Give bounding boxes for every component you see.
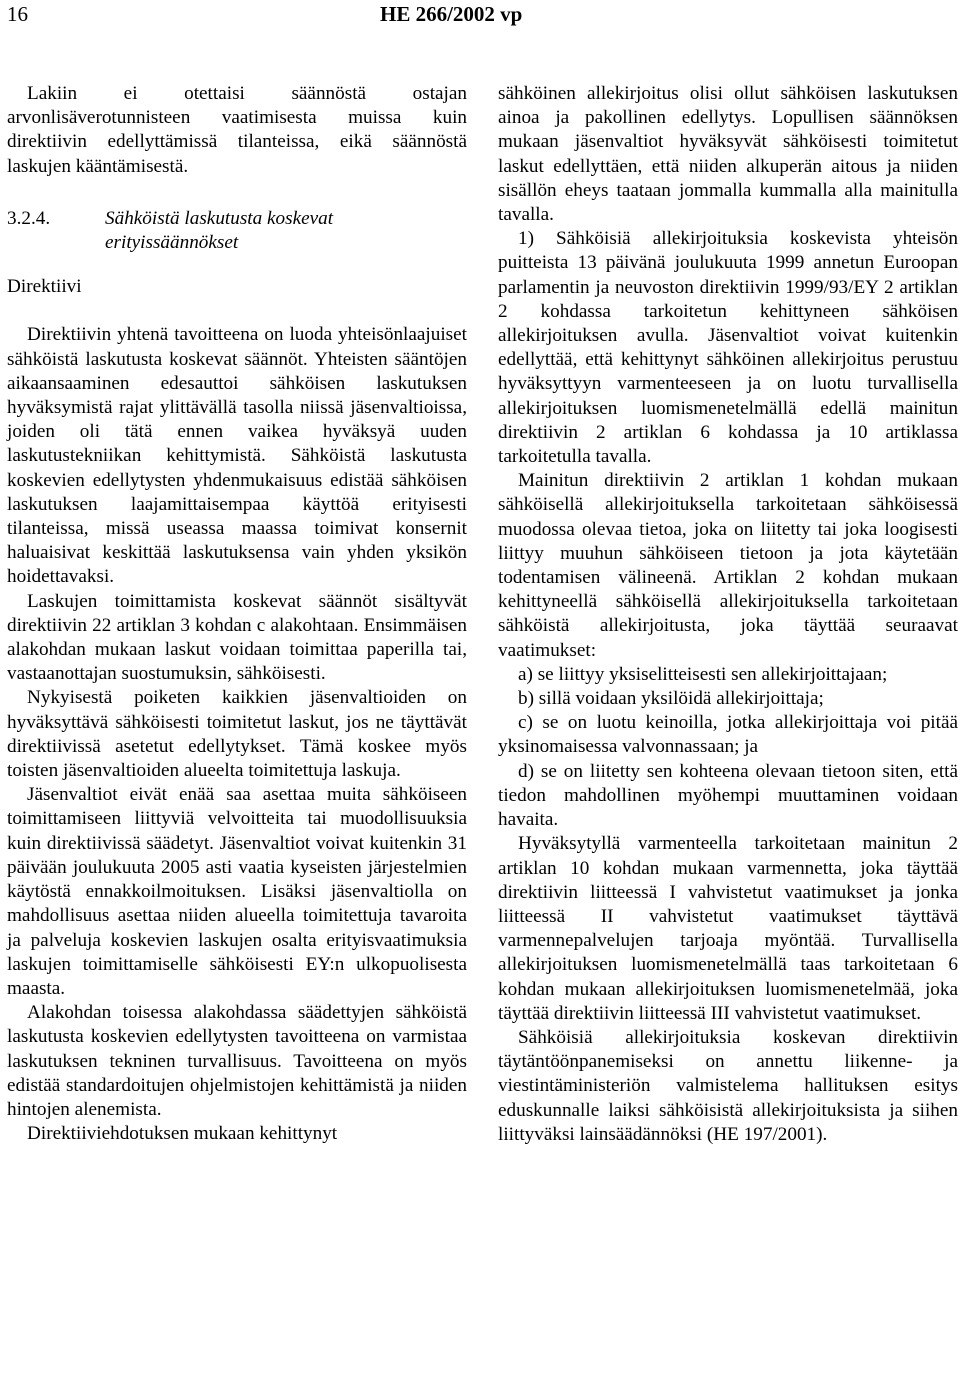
paragraph: Mainitun direktiivin 2 artiklan 1 kohdan mukaan sähköisellä allekirjoituksella tarkoitetaan sähköisessä muodossa olevaa tietoa, joka on liitetty tai joka loogisesti liittyy muuhun sähköiseen tietoon ja jota käytetään todentamisen välineenä. Artiklan 2 kohdan mukaan kehittyneellä sähköisellä allekirjoituksella tarkoitetaan sähköistä allekirjoitusta, joka täyttää seuraavat vaatimukset: <box>498 470 958 661</box>
list-item: a) se liittyy yksiselitteisesti sen allekirjoittajaan; <box>518 663 888 685</box>
right-column <box>498 82 958 1147</box>
document-id: HE 266/2002 vp <box>380 2 523 26</box>
paragraph: Jäsenvaltiot eivät enää saa asettaa muita sähköiseen toimittamiseen liittyviä velvoitteita tai muodollisuuksia kuin direktiivissä säädetyt. Jäsenvaltiot voivat kuitenkin 31 päivään joulukuuta 2005 asti vaatia kyseisten järjestelmien käytöstä ennakkoilmoituksen. Lisäksi jäsenvaltiolla on mahdollisuus asettaa niiden alueella toimitettuja tavaroita ja palveluja koskevien laskujen osalta erityisvaatimuksia laskujen toimittamiselle sähköisesti EY:n ulkopuolisesta maasta. <box>7 784 467 999</box>
list-item: c) se on luotu keinoilla, jotka allekirjoittaja voi pitää yksinomaisessa valvonnassaan; ja <box>498 712 958 758</box>
paragraph: Hyväksytyllä varmenteella tarkoitetaan mainitun 2 artiklan 10 kohdan mukaan varmennetta, joka täyttää direktiivin liitteessä I vahvistetut vaatimukset ja jonka liitteessä II vahvistetut vaatimukset täyttävä varmennepalvelujen tarjoaja myöntää. Turvallisella allekirjoituksen luomismenetelmällä taas tarkoitetaan 6 kohdan mukaan allekirjoituksen luomismenetelmää, joka täyttää direktiivin liitteessä III vahvistetut vaatimukset. <box>498 833 958 1024</box>
paragraph: Alakohdan toisessa alakohdassa säädettyjen sähköistä laskutusta koskevien edellytysten tavoitteena on varmistaa laskutuksen tekninen turvallisuus. Tavoitteena on myös edistää standardoitujen ohjelmistojen kehittämistä ja niiden hintojen alenemista. <box>7 1002 467 1120</box>
list-item: d) se on liitetty sen kohteena olevaan tietoon siten, että tiedon mahdollinen myöhempi muuttaminen voidaan havaita. <box>498 760 958 831</box>
section-heading <box>7 207 467 255</box>
paragraph: Laskujen toimittamista koskevat säännöt sisältyvät direktiivin 22 artiklan 3 kohdan c alakohtaan. Ensimmäisen alakohdan mukaan laskut voidaan toimittaa paperilla tai, vastaanottajan suostumuksin, sähköisesti. <box>7 590 467 685</box>
paragraph: Sähköisiä allekirjoituksia koskevan direktiivin täytäntöönpanemiseksi on annettu liikenne- ja viestintäministeriön valmistelema hallituksen esitys eduskunnalle laiksi sähköisistä allekirjoituksista ja siihen liittyväksi lainsäädännöksi (HE 197/2001). <box>498 1026 958 1145</box>
page-number: 16 <box>7 2 28 26</box>
paragraph: Direktiivin yhtenä tavoitteena on luoda yhteisönlaajuiset sähköistä laskutusta koskevat säännöt. Yhteisten sääntöjen aikaansaaminen edesauttoi sähköisen laskutuksen hyväksymistä rajat ylittävällä tasolla niissä jäsenvaltioissa, joiden oli tätä ennen vaikea hyväksyä uuden laskutustekniikan kehittymistä. Sähköistä laskutusta koskevien edellytysten yhdenmukaisuus edistää sähköisen laskutuksen laajamittaisempaa käyttöä erityisesti tilanteissa, missä useassa maassa toimivat konsernit haluaisivat keskittää laskutuksensa vain yhden yksikön hoidettavaksi. <box>7 324 467 588</box>
paragraph: Lakiin ei otettaisi säännöstä ostajan arvonlisäverotunnisteen vaatimisesta muissa kuin direktiivin edellyttämissä tilanteissa, eikä säännöstä laskujen kääntämisestä. <box>7 83 467 177</box>
paragraph: Nykyisestä poiketen kaikkien jäsenvaltioiden on hyväksyttävä sähköisesti toimitetut laskut, jos ne täyttävät direktiivissä asetetut edellytykset. Tämä koskee myös toisten jäsenvaltioiden alueelta toimitettuja laskuja. <box>7 687 467 782</box>
paragraph: 1) Sähköisiä allekirjoituksia koskevista yhteisön puitteista 13 päivänä joulukuuta 1999 annetun Euroopan parlamentin ja neuvoston direktiivin 1999/93/EY 2 artiklan 2 kohdassa tarkoitetun kehittyneen sähköisen allekirjoituksen avulla. Jäsenvaltiot voivat kuitenkin edellyttää, että kehittynyt sähköinen allekirjoitus perustuu hyväksyttyyn varmenteeseen ja on luotu turvallisella allekirjoituksen luomismenetelmällä edellä mainitun direktiivin 2 artiklan 6 kohdassa ja 10 artiklassa tarkoitetulla tavalla. <box>498 228 958 468</box>
section-number: 3.2.4. <box>7 207 51 229</box>
subheading: Direktiivi <box>7 276 82 298</box>
list-item: b) sillä voidaan yksilöidä allekirjoittaja; <box>518 688 824 710</box>
paragraph: Direktiiviehdotuksen mukaan kehittynyt <box>27 1123 338 1145</box>
section-title: Sähköistä laskutusta koskevat erityissäännökset <box>105 207 334 254</box>
paragraph: sähköinen allekirjoitus olisi ollut sähköisen laskutuksen ainoa ja pakollinen edellytys. Lopullisen säännöksen mukaan jäsenvaltiot hyväksyvät sähköisesti toimitetut laskut edellyttäen, että niiden alkuperän aitous ja niiden sisällön eheys taataan jommalla kummalla alla mainitulla tavalla. <box>498 83 958 226</box>
left-column <box>7 82 467 1146</box>
